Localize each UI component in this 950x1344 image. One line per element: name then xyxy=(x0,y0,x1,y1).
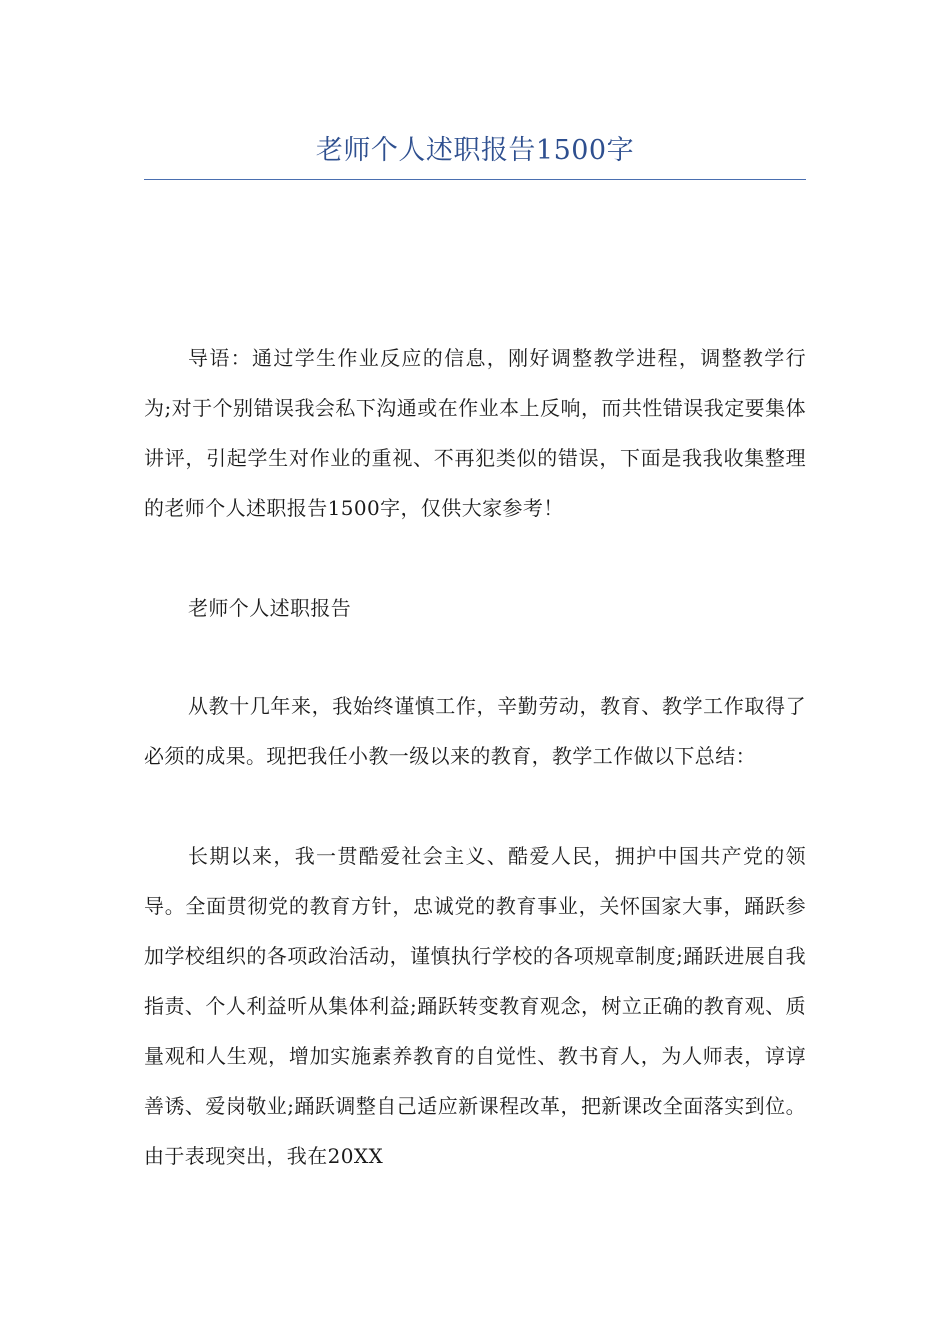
section-heading: 老师个人述职报告 xyxy=(188,596,352,620)
title-underline xyxy=(144,179,806,180)
body-paragraph-2: 长期以来，我一贯酷爱社会主义、酷爱人民，拥护中国共产党的领导。全面贯彻党的教育方针，忠诚党的教育事业，关怀国家大事，踊跃参加学校组织的各项政治活动，谨慎执行学校的各项规章制度;踊跃进展自我指责、个人利益听从集体利益;踊跃转变教育观念，树立正确的教育观、质量观和人生观，增加实施素养教育的自觉性、教书育人，为人师表，谆谆善诱、爱岗敬业;踊跃调整自己适应新课程改革，把新课改全面落实到位。由于表现突出，我在20XX xyxy=(144,844,806,1168)
intro-paragraph: 导语：通过学生作业反应的信息，刚好调整教学进程，调整教学行为;对于个别错误我会私下沟通或在作业本上反响，而共性错误我定要集体讲评，引起学生对作业的重视、不再犯类似的错误，下面是我我收集整理的老师个人述职报告1500字，仅供大家参考！ xyxy=(144,346,806,520)
document-title: 老师个人述职报告1500字 xyxy=(315,135,635,166)
body-paragraph-1: 从教十几年来，我始终谨慎工作，辛勤劳动，教育、教学工作取得了必须的成果。现把我任小教一级以来的教育，教学工作做以下总结： xyxy=(144,694,806,768)
